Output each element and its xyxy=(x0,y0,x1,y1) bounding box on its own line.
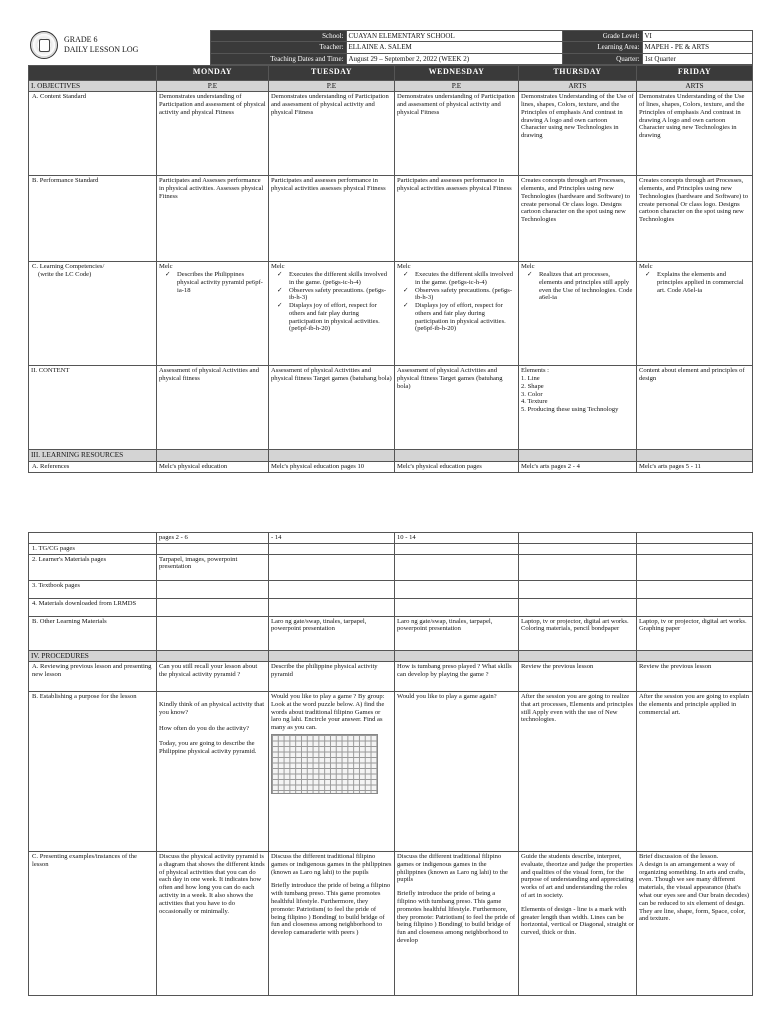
competency-item: ✓ Observes safety precautions. (pe6gs-ib-h-3) xyxy=(403,286,513,302)
references-cont-monday: pages 2 - 6 xyxy=(157,533,269,544)
proc-b-monday: Kindly think of an physical activity that you know? How often do you do the activity? Today, you are going to describe the Philippine physical activity pyramid. xyxy=(157,692,269,852)
lesson-table-bottom xyxy=(28,532,753,996)
learners-materials-label: 2. Learner's Materials pages xyxy=(29,554,157,580)
day-friday: FRIDAY xyxy=(637,65,753,80)
content-standard-tuesday: Demonstrates understanding of Participation and assessment of physical activity and physical Fitness xyxy=(269,92,395,176)
references-cont-tuesday: - 14 xyxy=(269,533,395,544)
competency-item: ✓ Executes the different skills involved in the game. (pe6gs-ic-h-4) xyxy=(277,271,388,286)
references-tuesday: Melc's physical education pages 10 xyxy=(269,461,395,472)
check-icon: ✓ xyxy=(165,271,171,279)
performance-standard-wednesday: Participates and assesses performance in physical activities assesses physical Fitness xyxy=(395,176,519,262)
competencies-tuesday: Melc ✓ Executes the different skills involved in the game. (pe6gs-ic-h-4) ✓ Observes safety precautions. (pe6gs-ib-h-3) ✓ Displays joy of effort, respect for others and fair play during participation in physical activities. (pe6pf-ib-h-20) xyxy=(269,262,395,366)
proc-a-monday: Can you still recall your lesson about the physical activity pyramid ? xyxy=(157,662,269,692)
resources-title: III. LEARNING RESOURCES xyxy=(29,450,157,462)
proc-b-thursday: After the session you are going to realize that art processes, Elements and principles still Apply even with the use of New technologies. xyxy=(519,692,637,852)
competencies-wednesday: Melc ✓ Executes the different skills involved in the game. (pe6gs-ic-h-4) ✓ Observes safety precautions. (pe6gs-ib-h-3) ✓ Displays joy of effort, respect for others and fair play during participation in physical activities. (pe6pf-ib-h-20) xyxy=(395,262,519,366)
content-standard-wednesday: Demonstrates understanding of Participation and assessment of physical activity and physical Fitness xyxy=(395,92,519,176)
header-brand xyxy=(28,31,210,65)
learners-materials-monday: Tarpapel, images, powerpoint presentation xyxy=(157,554,269,580)
proc-b-friday: After the session you are going to explain the elements and principle applied in commercial art. xyxy=(637,692,753,852)
check-icon: ✓ xyxy=(645,271,651,279)
competency-item: ✓ Observes safety precautions. (pe6gs-ib-h-3) xyxy=(277,286,387,302)
competencies-monday: Melc ✓ Describes the Philippines physical activity pyramid pe6pf-ia-18 xyxy=(157,262,269,366)
content-friday: Content about element and principles of design xyxy=(637,366,753,450)
textbook-label: 3. Textbook pages xyxy=(29,580,157,598)
subject-tuesday: P.E xyxy=(269,80,395,92)
competencies-friday: Melc ✓ Explains the elements and principles applied in commercial art. Code A6el-ia xyxy=(637,262,753,366)
tg-cg-label: 1. TG/CG pages xyxy=(29,543,157,554)
check-icon: ✓ xyxy=(277,286,283,294)
other-materials-thursday: Laptop, tv or projector, digital art works. Coloring materials, pencil bondpaper xyxy=(519,616,637,650)
other-materials-friday: Laptop, tv or projector, digital art works. Graphing paper xyxy=(637,616,753,650)
proc-a-thursday: Review the previous lesson xyxy=(519,662,637,692)
content-standard-thursday: Demonstrates Understanding of the Use of lines, shapes, Colors, texture, and the Principles of emphasis And contrast in drawing A logo and own cartoon Character using new Technologies in drawing xyxy=(519,92,637,176)
teacher-label: Teacher: xyxy=(210,42,346,53)
lesson-table-top xyxy=(28,65,753,473)
area-value: MAPEH - PE & ARTS xyxy=(642,42,752,53)
content-standard-label: A. Content Standard xyxy=(29,92,157,176)
proc-b-tuesday: Would you like to play a game ? By group: Look at the word puzzle below. A) find the words about traditional filipino Games or laro ng lahi. Encircle your answer. Find as many as you can. xyxy=(269,692,395,852)
references-friday: Melc's arts pages 5 - 11 xyxy=(637,461,753,472)
log-title: DAILY LESSON LOG xyxy=(64,44,139,54)
grade-level-label: Grade Level: xyxy=(562,31,642,42)
other-materials-label: B. Other Learning Materials xyxy=(29,616,157,650)
references-cont-wednesday: 10 - 14 xyxy=(395,533,519,544)
competency-item: ✓ Describes the Philippines physical activity pyramid pe6pf-ia-18 xyxy=(165,271,263,294)
day-tuesday: TUESDAY xyxy=(269,65,395,80)
references-thursday: Melc's arts pages 2 - 4 xyxy=(519,461,637,472)
competency-item: ✓ Displays joy of effort, respect for others and fair play during participation in physical activities. (pe6pf-ib-h-20) xyxy=(403,302,506,333)
header-table xyxy=(28,30,753,65)
subject-thursday: ARTS xyxy=(519,80,637,92)
performance-standard-tuesday: Participates and assesses performance in physical activities assesses physical Fitness xyxy=(269,176,395,262)
proc-c-thursday: Guide the students describe, interpret, evaluate, theorize and judge the properties and qualities of the visual form, for the purpose of understanding and appreciating works of art and understanding the roles of art in society. Elements of design - line is a mark with greater length than width. Lines can be horizontal, vertical or Diagonal, straight or curved, thick or thin. xyxy=(519,852,637,996)
performance-standard-monday: Participates and Assesses performance in physical activities. Assesses physical Fitness xyxy=(157,176,269,262)
proc-c-label: C. Presenting examples/instances of the lesson xyxy=(29,852,157,996)
check-icon: ✓ xyxy=(277,302,283,310)
subject-monday: P.E xyxy=(157,80,269,92)
deped-seal-icon xyxy=(30,31,58,59)
quarter-value: 1st Quarter xyxy=(642,53,752,64)
competency-item: ✓ Displays joy of effort, respect for others and fair play during participation in physical activities. (pe6pf-ib-h-20) xyxy=(277,302,380,333)
lrmds-label: 4. Materials downloaded from LRMDS xyxy=(29,598,157,616)
content-wednesday: Assessment of physical Activities and physical fitness Target games (batuhang bola) xyxy=(395,366,519,450)
performance-standard-friday: Creates concepts through art Processes, elements, and Principles using new Technologies (hardware and Software) to create personal Or class logo. Designs cartoon character on the spot using new Technologies xyxy=(637,176,753,262)
school-label: School: xyxy=(210,31,346,42)
grade-title: GRADE 6 xyxy=(64,35,98,45)
references-monday: Melc's physical education xyxy=(157,461,269,472)
other-materials-wednesday: Laro ng gate/swap, tinales, tarpapel, powerpoint presentation xyxy=(395,616,519,650)
proc-a-friday: Review the previous lesson xyxy=(637,662,753,692)
performance-standard-thursday: Creates concepts through art Processes, elements, and Principles using new Technologies (hardware and Software) to create personal Or class logo. Designs cartoon character on the spot using new Technologies xyxy=(519,176,637,262)
content-tuesday: Assessment of physical Activities and physical fitness Target games (batuhang bola) xyxy=(269,366,395,450)
dates-value: August 29 – September 2, 2022 (WEEK 2) xyxy=(346,53,562,64)
proc-c-tuesday: Discuss the different traditional filipino games or indigenous games in the philippines (known as Laro ng lahi) to the pupils Briefly introduce the pride of being a filipino with tumbang preso. This game promotes healthful lifestyle. Furthermore, they promote: Patriotism( to feel the pride of being filipino ) Bonding( to build bridge of fun and closeness among neighborhood to develop camaraderie with peers ) xyxy=(269,852,395,996)
objectives-title: I. OBJECTIVES xyxy=(29,80,157,92)
school-value: CUAYAN ELEMENTARY SCHOOL xyxy=(346,31,562,42)
proc-b-wednesday: Would you like to play a game again? xyxy=(395,692,519,852)
performance-standard-label: B. Performance Standard xyxy=(29,176,157,262)
competency-item: ✓ Explains the elements and principles applied in commercial art. Code A6el-ia xyxy=(645,271,744,294)
references-wednesday: Melc's physical education pages xyxy=(395,461,519,472)
content-thursday: Elements : 1. Line 2. Shape 3. Color 4. Texture 5. Producing these using Technology xyxy=(519,366,637,450)
day-thursday: THURSDAY xyxy=(519,65,637,80)
proc-a-wednesday: How is tumbang preso played ? What skills can develop by playing the game ? xyxy=(395,662,519,692)
competencies-label: C. Learning Competencies/ (write the LC Code) xyxy=(29,262,157,366)
proc-c-wednesday: Discuss the different traditional filipino games or indigenous games in the philippines (known as Laro ng lahi) to the pupils Briefly introduce the pride of being a filipino with tumbang preso. This game promotes healthful lifestyle. Furthermore, they promote: Patriotism( to feel the pride of being filipino ) Bonding( to build bridge of fun and closeness among neighborhood to develop xyxy=(395,852,519,996)
check-icon: ✓ xyxy=(403,286,409,294)
check-icon: ✓ xyxy=(403,271,409,279)
word-puzzle-image xyxy=(271,734,378,794)
teacher-value: ELLAINE A. SALEM xyxy=(346,42,562,53)
area-label: Learning Area: xyxy=(562,42,642,53)
content-standard-friday: Demonstrates Understanding of the Use of lines, shapes, Colors, texture, and the Principles of emphasis And contrast in drawing A logo and own cartoon Character using new Technologies in drawing xyxy=(637,92,753,176)
other-materials-tuesday: Laro ng gate/swap, tinales, tarpapel, powerpoint presentation xyxy=(269,616,395,650)
check-icon: ✓ xyxy=(277,271,283,279)
check-icon: ✓ xyxy=(527,271,533,279)
content-standard-monday: Demonstrates understanding of Participation and assessment of physical activity and physical Fitness xyxy=(157,92,269,176)
proc-a-tuesday: Describe the philippine physical activity pyramid xyxy=(269,662,395,692)
check-icon: ✓ xyxy=(403,302,409,310)
proc-c-friday: Brief discussion of the lesson. A design is an arrangement a way of organizing something. In arts and crafts, even. Though we see many different materials, the visual appearance (that's what our eyes see and Our brain decodes) can be reduced to six element of design. They are line, shape, form, Space, color, and texture. xyxy=(637,852,753,996)
competency-item: ✓ Executes the different skills involved in the game. (pe6gs-ic-h-4) xyxy=(403,271,514,286)
day-monday: MONDAY xyxy=(157,65,269,80)
subject-friday: ARTS xyxy=(637,80,753,92)
competencies-thursday: Melc ✓ Realizes that art processes, elements and principles still apply even the Use of technologies. Code a6el-ia xyxy=(519,262,637,366)
competency-item: ✓ Realizes that art processes, elements and principles still apply even the Use of technologies. Code a6el-ia xyxy=(527,271,633,302)
proc-a-label: A. Reviewing previous lesson and presenting new lesson xyxy=(29,662,157,692)
grade-level-value: VI xyxy=(642,31,752,42)
content-label: II. CONTENT xyxy=(29,366,157,450)
subject-wednesday: P.E xyxy=(395,80,519,92)
quarter-label: Quarter: xyxy=(562,53,642,64)
proc-c-monday: Discuss the physical activity pyramid is a diagram that shows the different kinds of physical activities that you can do each day in one week. It indicates how often and how long you can do each activity in a week. It also shows the activities that you have to do occasionally or minimally. xyxy=(157,852,269,996)
dates-label: Teaching Dates and Time: xyxy=(210,53,346,64)
day-wednesday: WEDNESDAY xyxy=(395,65,519,80)
proc-b-label: B. Establishing a purpose for the lesson xyxy=(29,692,157,852)
content-monday: Assessment of physical Activities and physical fitness xyxy=(157,366,269,450)
procedures-title: IV. PROCEDURES xyxy=(29,650,157,662)
references-label: A. References xyxy=(29,461,157,472)
